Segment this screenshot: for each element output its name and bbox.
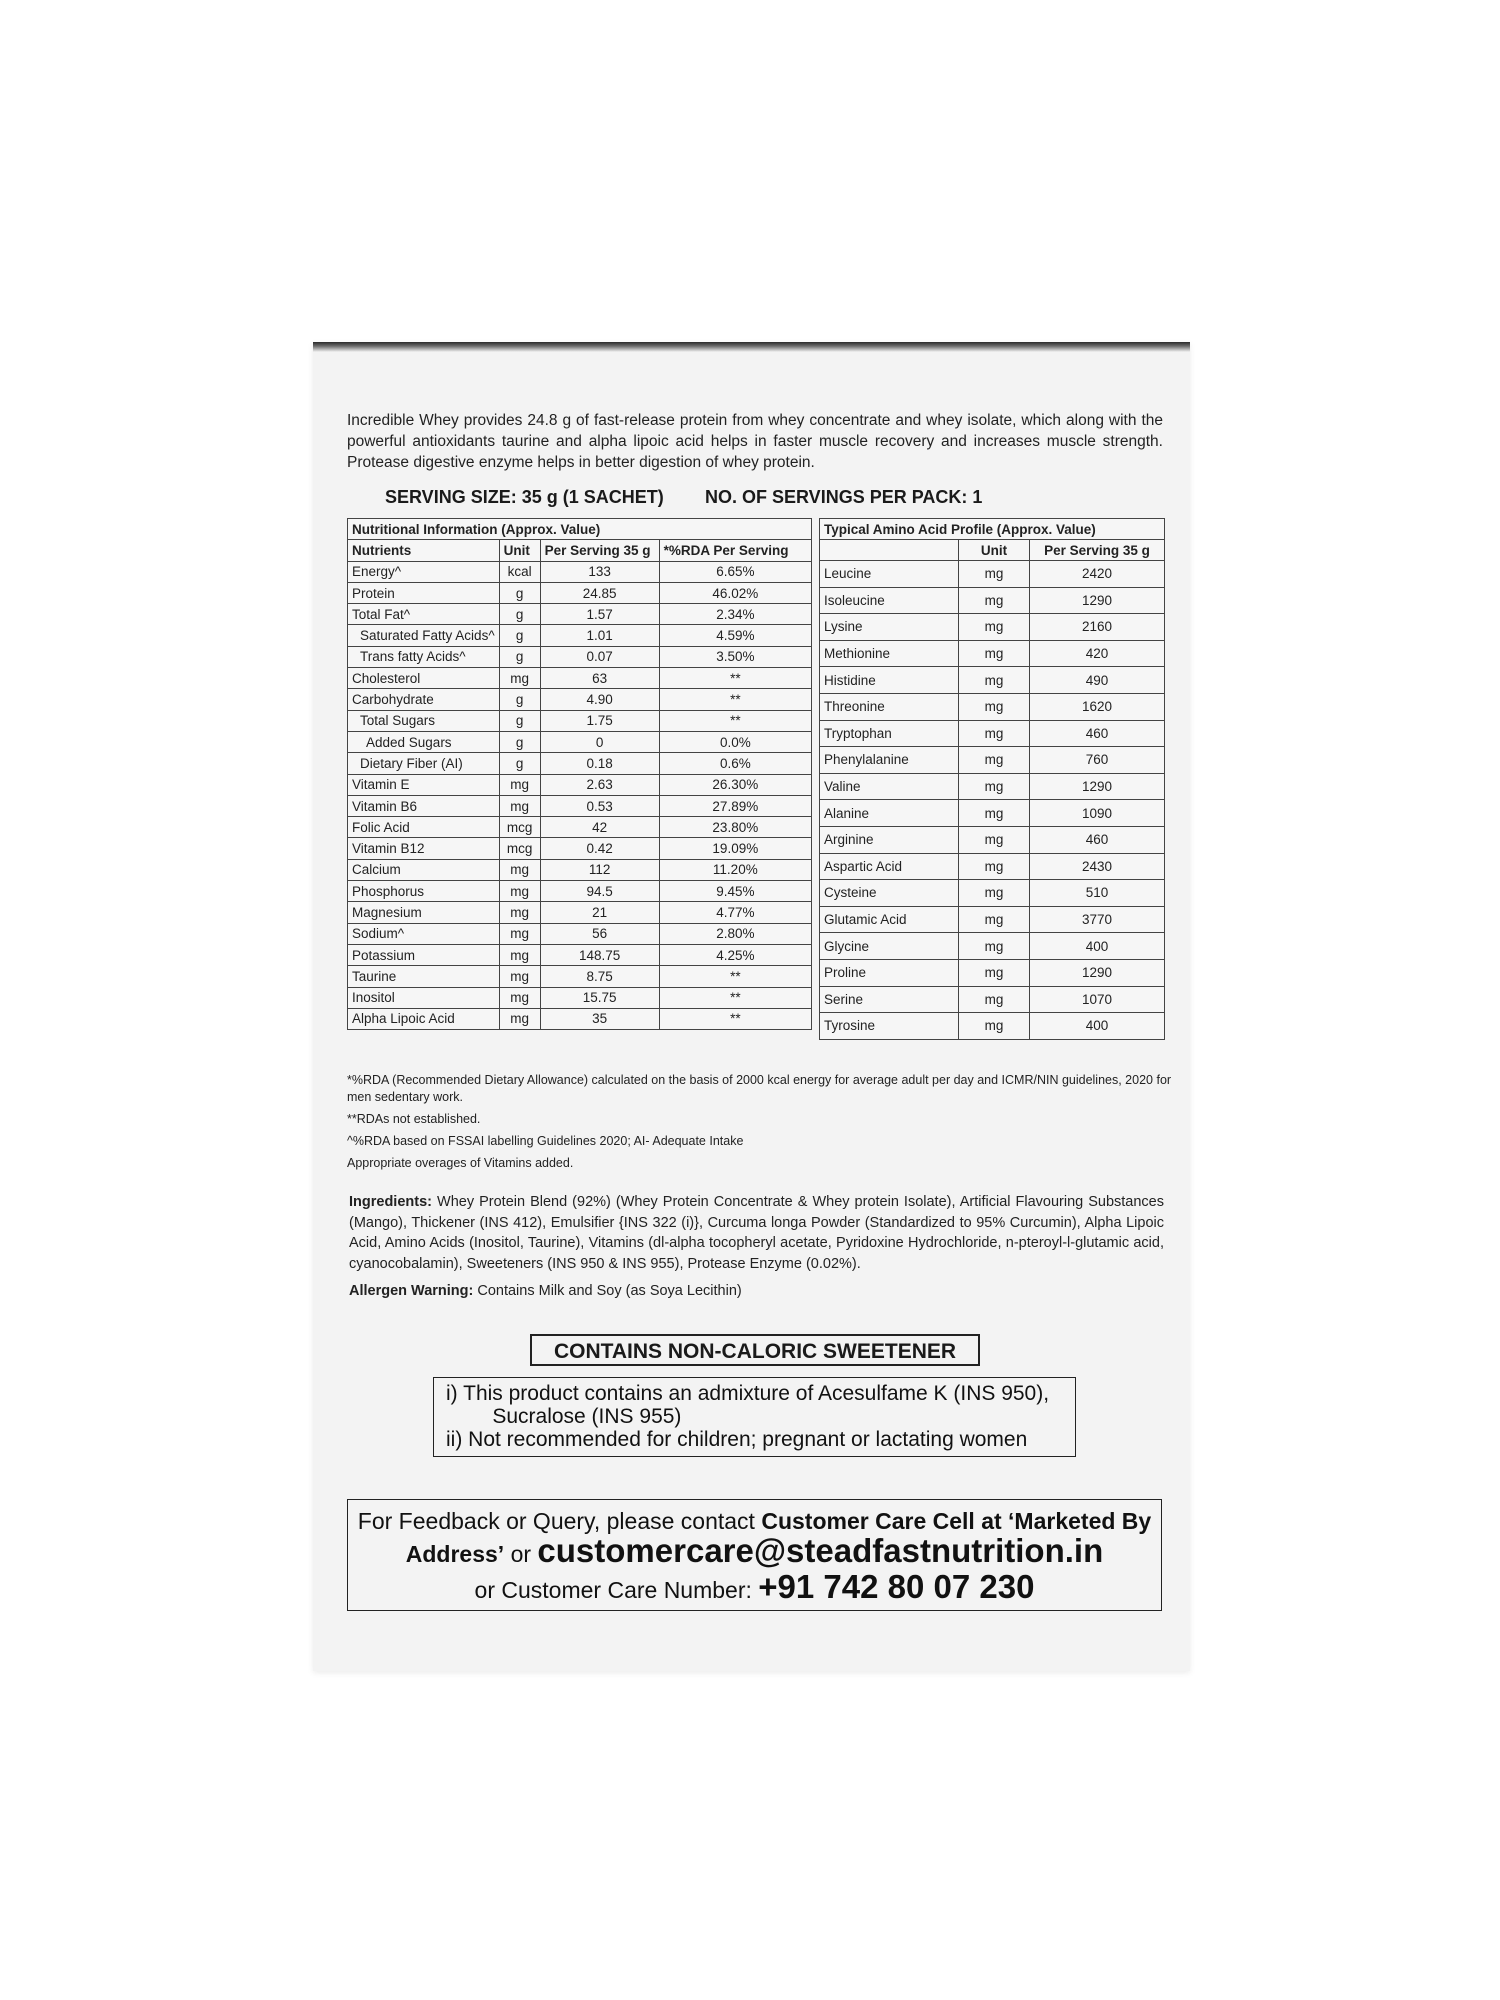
nutrient-unit: mg [499,881,540,902]
nutrient-name: Alpha Lipoic Acid [348,1008,500,1029]
amino-value: 460 [1030,720,1165,747]
nutrient-rda: 23.80% [659,817,811,838]
nutrient-unit: mg [499,774,540,795]
amino-value: 1070 [1030,986,1165,1013]
amino-unit: mg [959,906,1030,933]
nutrient-name: Dietary Fiber (AI) [348,753,500,774]
amino-row [820,720,1165,747]
amino-row [820,667,1165,694]
product-description: Incredible Whey provides 24.8 g of fast-release protein from whey concentrate and whey isolate, which along with the powerful antioxidants taurine and alpha lipoic acid helps in faster muscle recovery and increases muscle strength. Protease digestive enzyme helps in better digestion of whey protein. [347,412,1163,471]
nutrition-header-unit: Unit [499,540,540,561]
nutrient-value: 0.18 [540,753,659,774]
contact-line [348,1570,1161,1607]
warning-line: i) This product contains an admixture of Acesulfame K (INS 950), [446,1382,1050,1405]
ingredients-label: Ingredients: [349,1194,432,1210]
nutrient-unit: mg [499,923,540,944]
amino-name: Threonine [820,693,959,720]
servings-per-pack: NO. OF SERVINGS PER PACK: 1 [705,487,983,507]
amino-row [820,561,1165,588]
nutrition-row [348,795,812,816]
nutrition-row [348,817,812,838]
amino-header-blank [820,540,959,561]
nutrient-value: 56 [540,923,659,944]
amino-name: Lysine [820,614,959,641]
contact-email[interactable]: customercare@steadfastnutrition.in [537,1532,1104,1569]
nutrient-name: Added Sugars [348,731,500,752]
amino-name: Isoleucine [820,587,959,614]
allergen-warning [349,1283,742,1299]
nutrition-row [348,944,812,965]
amino-row [820,906,1165,933]
amino-value: 420 [1030,640,1165,667]
nutrient-name: Inositol [348,987,500,1008]
nutrient-unit: mcg [499,838,540,859]
nutrient-name: Folic Acid [348,817,500,838]
nutrient-value: 0 [540,731,659,752]
nutrition-row [348,582,812,603]
nutrition-row [348,668,812,689]
amino-value: 460 [1030,826,1165,853]
allergen-text: Contains Milk and Soy (as Soya Lecithin) [473,1283,742,1299]
contact-text-bold: Address’ [405,1541,505,1567]
amino-unit: mg [959,693,1030,720]
nutrition-row [348,966,812,987]
amino-name: Cysteine [820,880,959,907]
nutrient-unit: mg [499,966,540,987]
nutrient-unit: g [499,753,540,774]
nutrient-rda: 9.45% [659,881,811,902]
amino-value: 1290 [1030,773,1165,800]
amino-table-title: Typical Amino Acid Profile (Approx. Value) [820,519,1165,540]
amino-row [820,959,1165,986]
amino-unit: mg [959,986,1030,1013]
nutrient-unit: g [499,646,540,667]
amino-row [820,1013,1165,1040]
amino-name: Leucine [820,561,959,588]
amino-row [820,614,1165,641]
amino-unit: mg [959,773,1030,800]
amino-row [820,800,1165,827]
amino-header-per-serving: Per Serving 35 g [1030,540,1165,561]
footnote: ^%RDA based on FSSAI labelling Guidelines 2020; AI- Adequate Intake [347,1134,744,1148]
nutrition-row [348,561,812,582]
footnote: *%RDA (Recommended Dietary Allowance) calculated on the basis of 2000 kcal energy for average adult per day and ICMR/NIN guidelines, 2020 for men sedentary work. [347,1073,1172,1104]
amino-name: Arginine [820,826,959,853]
amino-acid-table [819,518,1165,1040]
nutrient-name: Vitamin B6 [348,795,500,816]
nutrient-name: Phosphorus [348,881,500,902]
ingredients-text: Whey Protein Blend (92%) (Whey Protein Concentrate & Whey protein Isolate), Artificial Flavouring Substances (Mango), Thickener (INS 412), Emulsifier {INS 322 (i)}, Curcuma longa Powder (Standardized to 95% Curcumin), Alpha Lipoic Acid, Amino Acids (Inositol, Taurine), Vitamins (dl-alpha tocopheryl acetate, Pyridoxine Hydrochloride, n-pteroyl-l-glutamic acid, cyanocobalamin), Sweeteners (INS 950 & INS 955), Protease Enzyme (0.02%). [349,1194,1164,1272]
nutrient-value: 0.42 [540,838,659,859]
nutrient-rda: 26.30% [659,774,811,795]
nutrient-unit: mg [499,1008,540,1029]
nutrient-value: 8.75 [540,966,659,987]
nutrient-name: Trans fatty Acids^ [348,646,500,667]
nutrition-row [348,625,812,646]
nutrient-unit: kcal [499,561,540,582]
nutrient-rda: 2.80% [659,923,811,944]
amino-name: Serine [820,986,959,1013]
amino-name: Glutamic Acid [820,906,959,933]
nutrient-value: 0.53 [540,795,659,816]
amino-name: Histidine [820,667,959,694]
amino-unit: mg [959,800,1030,827]
nutrient-rda: 4.77% [659,902,811,923]
nutrition-row [348,753,812,774]
nutrient-value: 2.63 [540,774,659,795]
nutrient-rda: 46.02% [659,582,811,603]
footnotes [347,1072,1172,1177]
amino-row [820,640,1165,667]
amino-unit: mg [959,614,1030,641]
nutrition-header-nutrients: Nutrients [348,540,500,561]
warning-line: ii) Not recommended for children; pregnant or lactating women [446,1428,1028,1451]
nutrition-header-per-serving: Per Serving 35 g [540,540,659,561]
nutrient-name: Calcium [348,859,500,880]
nutrient-name: Protein [348,582,500,603]
nutrient-name: Cholesterol [348,668,500,689]
contact-box [347,1499,1162,1611]
amino-name: Tyrosine [820,1013,959,1040]
nutrient-value: 1.75 [540,710,659,731]
amino-unit: mg [959,720,1030,747]
amino-unit: mg [959,880,1030,907]
nutrient-rda: ** [659,987,811,1008]
nutrient-rda: ** [659,710,811,731]
nutrient-rda: ** [659,689,811,710]
amino-unit: mg [959,587,1030,614]
amino-unit: mg [959,561,1030,588]
nutrient-value: 1.01 [540,625,659,646]
nutrient-rda: ** [659,1008,811,1029]
nutrition-row [348,881,812,902]
nutrition-row [348,774,812,795]
nutrient-rda: 4.25% [659,944,811,965]
nutrient-rda: 0.0% [659,731,811,752]
amino-name: Aspartic Acid [820,853,959,880]
nutrient-name: Total Sugars [348,710,500,731]
nutrient-value: 133 [540,561,659,582]
amino-row [820,853,1165,880]
serving-size: SERVING SIZE: 35 g (1 SACHET) [385,487,664,507]
nutrient-value: 4.90 [540,689,659,710]
footnote: **RDAs not established. [347,1112,481,1126]
nutrient-unit: g [499,689,540,710]
nutrition-row [348,859,812,880]
nutrient-unit: g [499,604,540,625]
amino-value: 400 [1030,1013,1165,1040]
nutrient-unit: g [499,582,540,603]
amino-row [820,587,1165,614]
amino-name: Glycine [820,933,959,960]
nutrient-value: 24.85 [540,582,659,603]
nutrient-name: Total Fat^ [348,604,500,625]
nutrient-unit: mcg [499,817,540,838]
nutrient-rda: 11.20% [659,859,811,880]
nutrient-name: Potassium [348,944,500,965]
nutrition-row [348,923,812,944]
nutrient-unit: g [499,731,540,752]
amino-value: 2430 [1030,853,1165,880]
amino-value: 490 [1030,667,1165,694]
sweetener-notice: CONTAINS NON-CALORIC SWEETENER [530,1334,980,1366]
nutrition-header-rda: *%RDA Per Serving [659,540,811,561]
nutrient-unit: mg [499,859,540,880]
contact-phone[interactable]: +91 742 80 07 230 [758,1568,1035,1605]
amino-value: 3770 [1030,906,1165,933]
contact-text: or [504,1541,538,1567]
amino-name: Proline [820,959,959,986]
amino-row [820,747,1165,774]
nutrient-name: Vitamin B12 [348,838,500,859]
nutrition-row [348,646,812,667]
allergen-label: Allergen Warning: [349,1283,474,1299]
nutrient-value: 21 [540,902,659,923]
warning-line: Sucralose (INS 955) [469,1405,682,1428]
nutrient-name: Sodium^ [348,923,500,944]
nutrition-row [348,987,812,1008]
nutrient-value: 94.5 [540,881,659,902]
nutrient-rda: ** [659,668,811,689]
amino-unit: mg [959,667,1030,694]
nutrient-unit: mg [499,902,540,923]
nutrient-name: Saturated Fatty Acids^ [348,625,500,646]
nutrient-unit: mg [499,668,540,689]
nutrient-unit: mg [499,987,540,1008]
nutrient-rda: 4.59% [659,625,811,646]
nutrition-row [348,689,812,710]
amino-row [820,986,1165,1013]
amino-value: 1290 [1030,959,1165,986]
amino-name: Methionine [820,640,959,667]
contact-text: For Feedback or Query, please contact [357,1508,762,1534]
nutrition-row [348,604,812,625]
amino-row [820,773,1165,800]
nutrition-row [348,902,812,923]
nutrition-row [348,838,812,859]
nutrition-row [348,1008,812,1029]
nutrition-table [347,518,812,1030]
nutrient-name: Energy^ [348,561,500,582]
amino-row [820,693,1165,720]
amino-value: 1290 [1030,587,1165,614]
amino-value: 1090 [1030,800,1165,827]
nutrient-rda: 27.89% [659,795,811,816]
nutrient-value: 148.75 [540,944,659,965]
nutrient-value: 35 [540,1008,659,1029]
ingredients [349,1192,1164,1274]
nutrition-table-title: Nutritional Information (Approx. Value) [348,519,812,540]
amino-row [820,826,1165,853]
nutrition-row [348,731,812,752]
nutrient-value: 42 [540,817,659,838]
nutrient-rda: 3.50% [659,646,811,667]
nutrition-row [348,710,812,731]
amino-value: 510 [1030,880,1165,907]
nutrient-name: Magnesium [348,902,500,923]
nutrient-rda: 2.34% [659,604,811,625]
amino-unit: mg [959,640,1030,667]
amino-unit: mg [959,959,1030,986]
footnote: Appropriate overages of Vitamins added. [347,1156,574,1170]
nutrient-unit: g [499,625,540,646]
contact-line [348,1532,1161,1570]
amino-row [820,880,1165,907]
nutrient-rda: ** [659,966,811,987]
amino-name: Tryptophan [820,720,959,747]
amino-value: 760 [1030,747,1165,774]
amino-unit: mg [959,853,1030,880]
amino-unit: mg [959,826,1030,853]
nutrient-value: 15.75 [540,987,659,1008]
nutrient-rda: 6.65% [659,561,811,582]
amino-value: 2420 [1030,561,1165,588]
amino-name: Phenylalanine [820,747,959,774]
amino-name: Alanine [820,800,959,827]
contact-line [348,1507,1161,1535]
amino-name: Valine [820,773,959,800]
nutrient-name: Taurine [348,966,500,987]
amino-row [820,933,1165,960]
warning-box [433,1377,1076,1457]
amino-value: 2160 [1030,614,1165,641]
nutrient-unit: mg [499,795,540,816]
nutrient-unit: mg [499,944,540,965]
nutrient-unit: g [499,710,540,731]
nutrient-value: 0.07 [540,646,659,667]
nutrient-rda: 19.09% [659,838,811,859]
amino-header-unit: Unit [959,540,1030,561]
nutrient-rda: 0.6% [659,753,811,774]
label-panel [313,342,1190,1671]
nutrient-value: 63 [540,668,659,689]
amino-value: 1620 [1030,693,1165,720]
amino-unit: mg [959,933,1030,960]
nutrient-name: Carbohydrate [348,689,500,710]
amino-unit: mg [959,747,1030,774]
nutrient-name: Vitamin E [348,774,500,795]
nutrient-value: 112 [540,859,659,880]
amino-value: 400 [1030,933,1165,960]
contact-text-bold: Customer Care Cell at ‘Marketed By [761,1508,1152,1534]
nutrient-value: 1.57 [540,604,659,625]
contact-text: or Customer Care Number: [474,1577,759,1603]
amino-unit: mg [959,1013,1030,1040]
